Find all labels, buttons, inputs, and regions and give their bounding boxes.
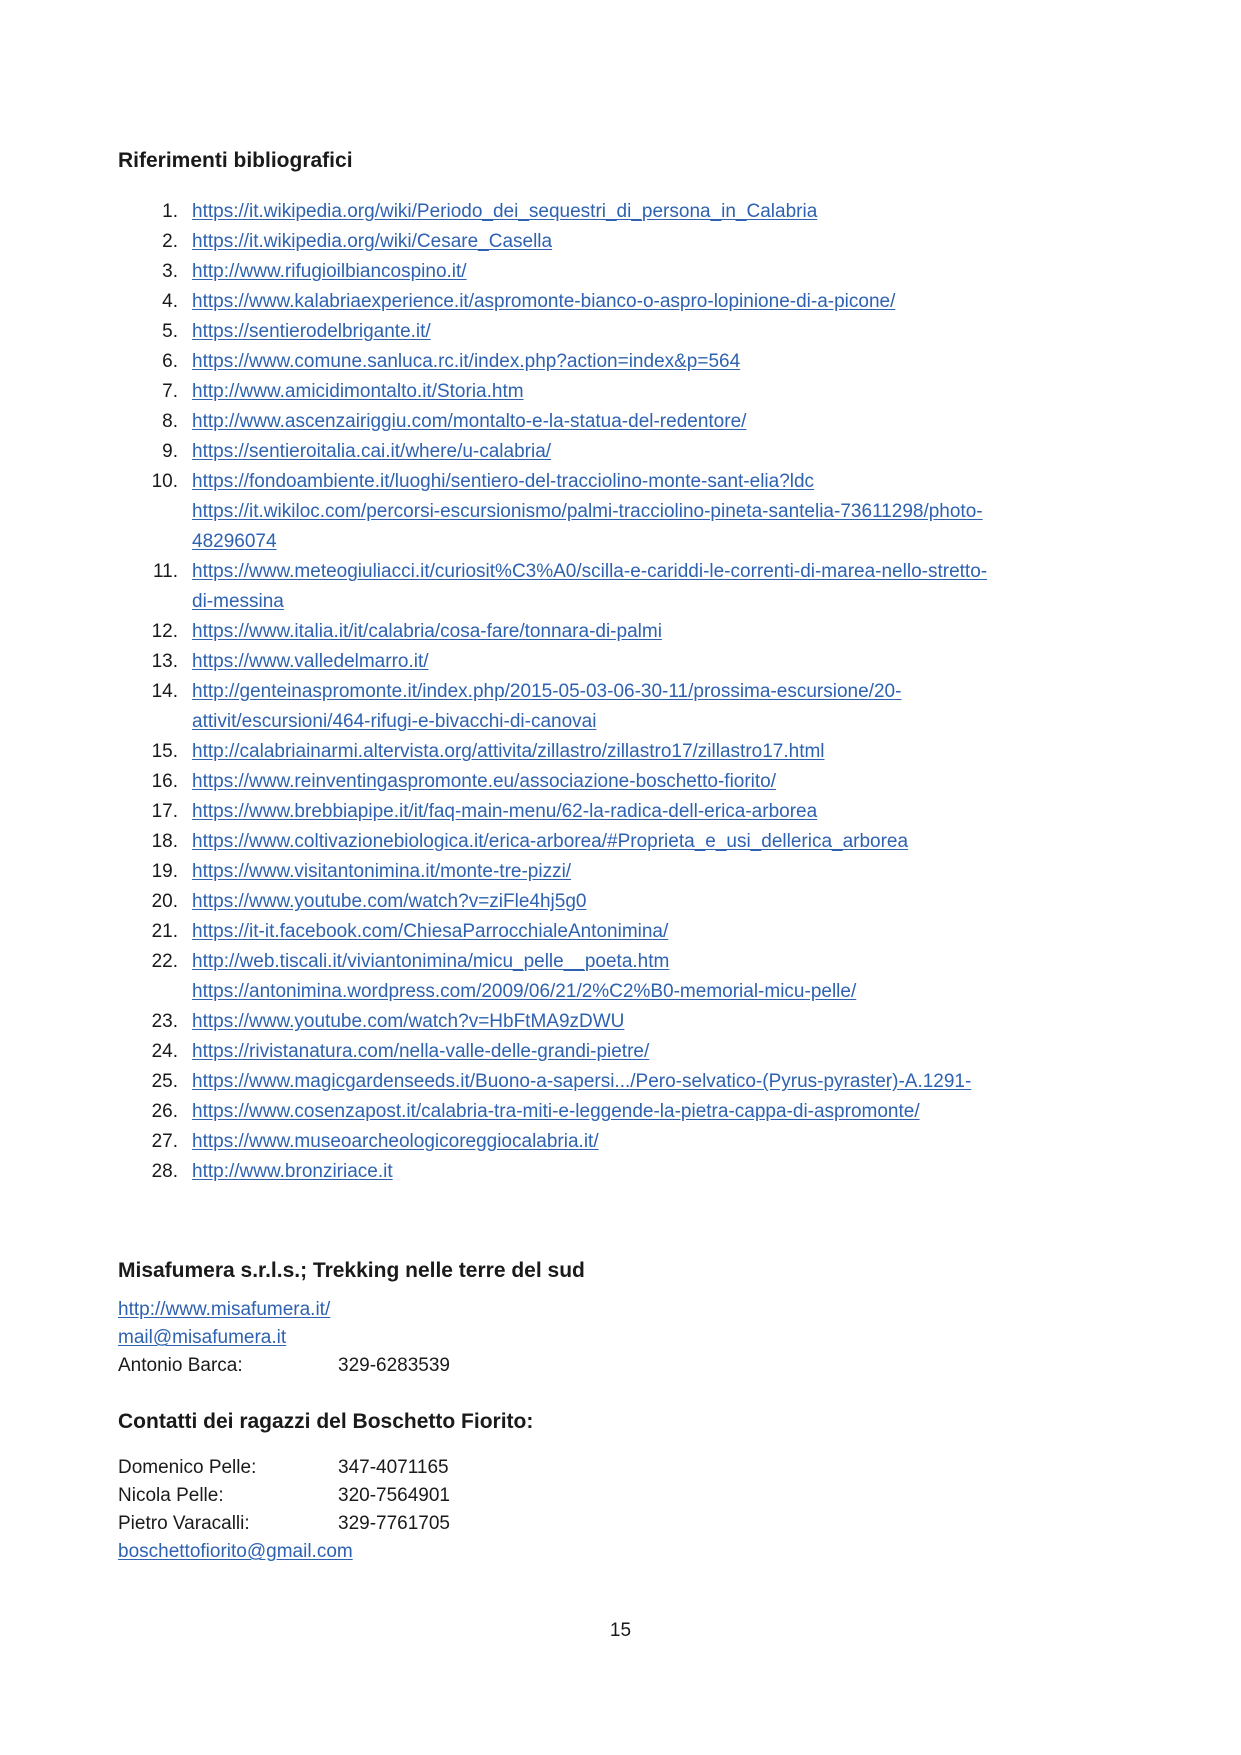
reference-item	[0, 437, 1241, 467]
reference-number: 5.	[162, 321, 178, 342]
reference-number: 23.	[151, 1011, 178, 1032]
reference-number: 13.	[151, 651, 178, 672]
reference-item	[0, 917, 1241, 947]
reference-item	[0, 617, 1241, 647]
contact-phone: 329-6283539	[338, 1355, 450, 1376]
reference-number: 26.	[151, 1101, 178, 1122]
contact-name: Pietro Varacalli:	[118, 1513, 250, 1534]
contact-phone: 320-7564901	[338, 1485, 450, 1506]
company-heading: Misafumera s.r.l.s.; Trekking nelle terre del sud	[118, 1259, 585, 1282]
reference-link[interactable]: http://www.ascenzairiggiu.com/montalto-e-la-statua-del-redentore/	[192, 411, 747, 432]
reference-link[interactable]: https://sentieroitalia.cai.it/where/u-calabria/	[192, 441, 552, 462]
reference-number: 24.	[151, 1041, 178, 1062]
reference-item	[0, 857, 1241, 887]
reference-link[interactable]: https://www.cosenzapost.it/calabria-tra-miti-e-leggende-la-pietra-cappa-di-aspromonte/	[192, 1101, 920, 1122]
reference-item	[0, 647, 1241, 677]
reference-link[interactable]: 48296074	[192, 531, 277, 552]
reference-number: 11.	[152, 561, 178, 582]
reference-link[interactable]: https://www.museoarcheologicoreggiocalabria.it/	[192, 1131, 599, 1152]
contact-name: Nicola Pelle:	[118, 1485, 224, 1506]
reference-item	[0, 317, 1241, 347]
contact-phone: 347-4071165	[338, 1457, 449, 1478]
reference-item	[0, 347, 1241, 377]
reference-link[interactable]: https://www.italia.it/it/calabria/cosa-fare/tonnara-di-palmi	[192, 621, 662, 642]
reference-item	[0, 737, 1241, 767]
reference-item	[0, 1037, 1241, 1067]
reference-number: 19.	[151, 861, 178, 882]
reference-link[interactable]: https://sentierodelbrigante.it/	[192, 321, 431, 342]
reference-number: 22.	[151, 951, 178, 972]
reference-item	[0, 377, 1241, 407]
reference-number: 7.	[162, 381, 178, 402]
reference-item	[0, 1097, 1241, 1127]
reference-link[interactable]: https://www.brebbiapipe.it/it/faq-main-menu/62-la-radica-dell-erica-arborea	[192, 801, 818, 822]
contact-phone: 329-7761705	[338, 1513, 450, 1534]
reference-item	[0, 557, 1241, 617]
reference-link[interactable]: attivit/escursioni/464-rifugi-e-bivacchi-di-canovai	[192, 711, 597, 732]
company-contact-row	[118, 1352, 450, 1380]
reference-item	[0, 827, 1241, 857]
reference-number: 3.	[162, 261, 178, 282]
kids-contacts-heading: Contatti dei ragazzi del Boschetto Fiorito:	[118, 1410, 534, 1433]
reference-link[interactable]: https://it-it.facebook.com/ChiesaParrocchialeAntonimina/	[192, 921, 669, 942]
reference-link[interactable]: https://www.youtube.com/watch?v=ziFle4hj5g0	[192, 891, 587, 912]
reference-number: 1.	[162, 201, 178, 222]
reference-number: 27.	[151, 1131, 178, 1152]
reference-link[interactable]: http://www.bronziriace.it	[192, 1161, 393, 1182]
references-heading: Riferimenti bibliografici	[118, 149, 353, 172]
reference-item	[0, 797, 1241, 827]
reference-item	[0, 887, 1241, 917]
reference-item	[0, 767, 1241, 797]
references-list	[0, 197, 1241, 1187]
reference-link[interactable]: https://antonimina.wordpress.com/2009/06/21/2%C2%B0-memorial-micu-pelle/	[192, 981, 857, 1002]
contact-name: Domenico Pelle:	[118, 1457, 257, 1478]
kids-contact-row	[118, 1510, 450, 1538]
company-website-link[interactable]: http://www.misafumera.it/	[118, 1299, 331, 1320]
reference-link[interactable]: https://it.wikipedia.org/wiki/Cesare_Casella	[192, 231, 553, 252]
kids-contact-block	[118, 1454, 450, 1566]
reference-link[interactable]: https://www.visitantonimina.it/monte-tre-pizzi/	[192, 861, 572, 882]
reference-link[interactable]: http://genteinaspromonte.it/index.php/2015-05-03-06-30-11/prossima-escursione/20-	[192, 681, 902, 702]
reference-item	[0, 1157, 1241, 1187]
reference-link[interactable]: https://www.meteogiuliacci.it/curiosit%C3%A0/scilla-e-cariddi-le-correnti-di-marea-nello-stretto-	[192, 561, 988, 582]
reference-item	[0, 227, 1241, 257]
reference-number: 20.	[151, 891, 178, 912]
company-email-link[interactable]: mail@misafumera.it	[118, 1327, 287, 1348]
reference-item	[0, 467, 1241, 557]
reference-link[interactable]: https://www.comune.sanluca.rc.it/index.php?action=index&p=564	[192, 351, 741, 372]
reference-item	[0, 1067, 1241, 1097]
reference-item	[0, 197, 1241, 227]
reference-number: 16.	[151, 771, 178, 792]
reference-item	[0, 257, 1241, 287]
reference-item	[0, 1007, 1241, 1037]
reference-link[interactable]: http://www.rifugioilbiancospino.it/	[192, 261, 467, 282]
reference-number: 21.	[151, 921, 178, 942]
reference-link[interactable]: https://www.reinventingaspromonte.eu/associazione-boschetto-fiorito/	[192, 771, 777, 792]
reference-link[interactable]: http://web.tiscali.it/viviantonimina/micu_pelle__poeta.htm	[192, 951, 670, 972]
reference-link[interactable]: https://www.magicgardenseeds.it/Buono-a-sapersi.../Pero-selvatico-(Pyrus-pyraster)-A.1291-	[192, 1071, 972, 1092]
reference-number: 6.	[162, 351, 178, 372]
kids-contact-row	[118, 1454, 450, 1482]
reference-link[interactable]: https://www.kalabriaexperience.it/aspromonte-bianco-o-aspro-lopinione-di-a-picone/	[192, 291, 896, 312]
reference-number: 12.	[151, 621, 178, 642]
reference-number: 2.	[162, 231, 178, 252]
reference-item	[0, 407, 1241, 437]
page-number: 15	[609, 1620, 632, 1641]
reference-item	[0, 287, 1241, 317]
reference-link[interactable]: https://www.valledelmarro.it/	[192, 651, 429, 672]
reference-number: 9.	[162, 441, 178, 462]
kids-email-link[interactable]: boschettofiorito@gmail.com	[118, 1541, 353, 1562]
kids-contact-row	[118, 1482, 450, 1510]
reference-number: 17.	[151, 801, 178, 822]
reference-number: 18.	[151, 831, 178, 852]
reference-link[interactable]: http://calabriainarmi.altervista.org/attivita/zillastro/zillastro17/zillastro17.html	[192, 741, 825, 762]
reference-number: 8.	[162, 411, 178, 432]
reference-number: 28.	[151, 1161, 178, 1182]
company-contact-block	[118, 1296, 450, 1380]
reference-number: 15.	[151, 741, 178, 762]
reference-item	[0, 1127, 1241, 1157]
reference-number: 14.	[151, 681, 178, 702]
reference-number: 4.	[162, 291, 178, 312]
reference-item	[0, 947, 1241, 1007]
reference-link[interactable]: https://www.coltivazionebiologica.it/erica-arborea/#Proprieta_e_usi_dellerica_arborea	[192, 831, 909, 852]
reference-number: 25.	[151, 1071, 178, 1092]
reference-link[interactable]: https://rivistanatura.com/nella-valle-delle-grandi-pietre/	[192, 1041, 650, 1062]
reference-link[interactable]: https://www.youtube.com/watch?v=HbFtMA9zDWU	[192, 1011, 625, 1032]
reference-link[interactable]: https://fondoambiente.it/luoghi/sentiero-del-tracciolino-monte-sant-elia?ldc	[192, 471, 815, 492]
reference-link[interactable]: http://www.amicidimontalto.it/Storia.htm	[192, 381, 524, 402]
reference-link[interactable]: https://it.wikiloc.com/percorsi-escursionismo/palmi-tracciolino-pineta-santelia-73611298/photo-	[192, 501, 983, 522]
reference-item	[0, 677, 1241, 737]
reference-number: 10.	[151, 471, 178, 492]
reference-link[interactable]: https://it.wikipedia.org/wiki/Periodo_dei_sequestri_di_persona_in_Calabria	[192, 201, 818, 222]
reference-link[interactable]: di-messina	[192, 591, 284, 612]
contact-name: Antonio Barca:	[118, 1355, 243, 1376]
